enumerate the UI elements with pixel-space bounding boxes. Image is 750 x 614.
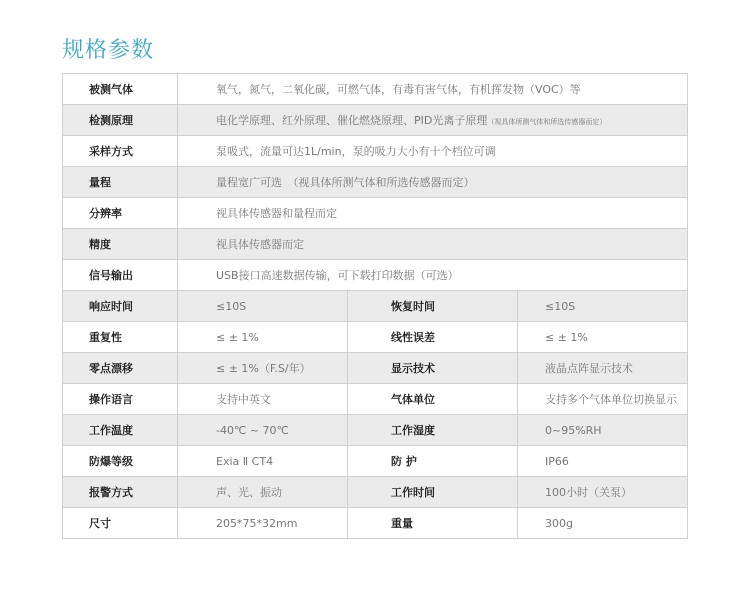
spec-note: （视具体所测气体和所选传感器而定） bbox=[487, 118, 607, 126]
spec-row bbox=[63, 291, 688, 322]
spec-value: ≤10S bbox=[518, 291, 688, 322]
spec-label: 工作湿度 bbox=[348, 415, 518, 446]
spec-label: 量程 bbox=[63, 167, 178, 198]
spec-label: 信号输出 bbox=[63, 260, 178, 291]
spec-value: ≤ ± 1% bbox=[518, 322, 688, 353]
spec-row bbox=[63, 477, 688, 508]
spec-value: 声、光、振动 bbox=[178, 477, 348, 508]
spec-label: 零点漂移 bbox=[63, 353, 178, 384]
spec-row bbox=[63, 198, 688, 229]
spec-value: 氧气，氮气，二氧化碳，可燃气体，有毒有害气体，有机挥发物（VOC）等 bbox=[178, 74, 688, 105]
spec-label: 精度 bbox=[63, 229, 178, 260]
spec-label: 尺寸 bbox=[63, 508, 178, 539]
spec-value: 视具体传感器和量程而定 bbox=[178, 198, 688, 229]
spec-value: 视具体传感器而定 bbox=[178, 229, 688, 260]
spec-value: 0~95%RH bbox=[518, 415, 688, 446]
spec-value: 205*75*32mm bbox=[178, 508, 348, 539]
spec-row bbox=[63, 415, 688, 446]
spec-row bbox=[63, 322, 688, 353]
spec-label: 被测气体 bbox=[63, 74, 178, 105]
spec-label: 防 护 bbox=[348, 446, 518, 477]
spec-value: 支持多个气体单位切换显示 bbox=[518, 384, 688, 415]
spec-label: 重量 bbox=[348, 508, 518, 539]
spec-value: IP66 bbox=[518, 446, 688, 477]
spec-row bbox=[63, 136, 688, 167]
spec-value: ≤10S bbox=[178, 291, 348, 322]
spec-row bbox=[63, 74, 688, 105]
spec-label: 采样方式 bbox=[63, 136, 178, 167]
spec-label: 操作语言 bbox=[63, 384, 178, 415]
spec-label: 工作温度 bbox=[63, 415, 178, 446]
spec-value: 量程宽广可选 （视具体所测气体和所选传感器而定） bbox=[178, 167, 688, 198]
spec-label: 防爆等级 bbox=[63, 446, 178, 477]
spec-value: 泵吸式，流量可达1L/min，泵的吸力大小有十个档位可调 bbox=[178, 136, 688, 167]
spec-row bbox=[63, 260, 688, 291]
spec-value: ≤ ± 1% bbox=[178, 322, 348, 353]
spec-row bbox=[63, 229, 688, 260]
spec-row bbox=[63, 446, 688, 477]
spec-value: -40℃ ~ 70℃ bbox=[178, 415, 348, 446]
spec-row bbox=[63, 384, 688, 415]
spec-label: 检测原理 bbox=[63, 105, 178, 136]
spec-value: Exia Ⅱ CT4 bbox=[178, 446, 348, 477]
spec-value bbox=[178, 105, 688, 136]
spec-label: 响应时间 bbox=[63, 291, 178, 322]
spec-label: 线性误差 bbox=[348, 322, 518, 353]
spec-label: 气体单位 bbox=[348, 384, 518, 415]
spec-row bbox=[63, 167, 688, 198]
spec-value: 液晶点阵显示技术 bbox=[518, 353, 688, 384]
spec-row bbox=[63, 105, 688, 136]
spec-value: 支持中英文 bbox=[178, 384, 348, 415]
spec-value: ≤ ± 1%（F.S/年） bbox=[178, 353, 348, 384]
spec-row bbox=[63, 508, 688, 539]
spec-label: 工作时间 bbox=[348, 477, 518, 508]
spec-label: 分辨率 bbox=[63, 198, 178, 229]
spec-value-text: 电化学原理、红外原理、催化燃烧原理、PID光离子原理 bbox=[216, 114, 488, 127]
page-title: 规格参数 bbox=[62, 38, 155, 63]
spec-value: 100小时（关泵） bbox=[518, 477, 688, 508]
spec-row bbox=[63, 353, 688, 384]
spec-label: 重复性 bbox=[63, 322, 178, 353]
spec-table bbox=[62, 73, 688, 539]
spec-label: 报警方式 bbox=[63, 477, 178, 508]
spec-value: USB接口高速数据传输，可下载打印数据（可选） bbox=[178, 260, 688, 291]
spec-label: 显示技术 bbox=[348, 353, 518, 384]
spec-value: 300g bbox=[518, 508, 688, 539]
spec-label: 恢复时间 bbox=[348, 291, 518, 322]
